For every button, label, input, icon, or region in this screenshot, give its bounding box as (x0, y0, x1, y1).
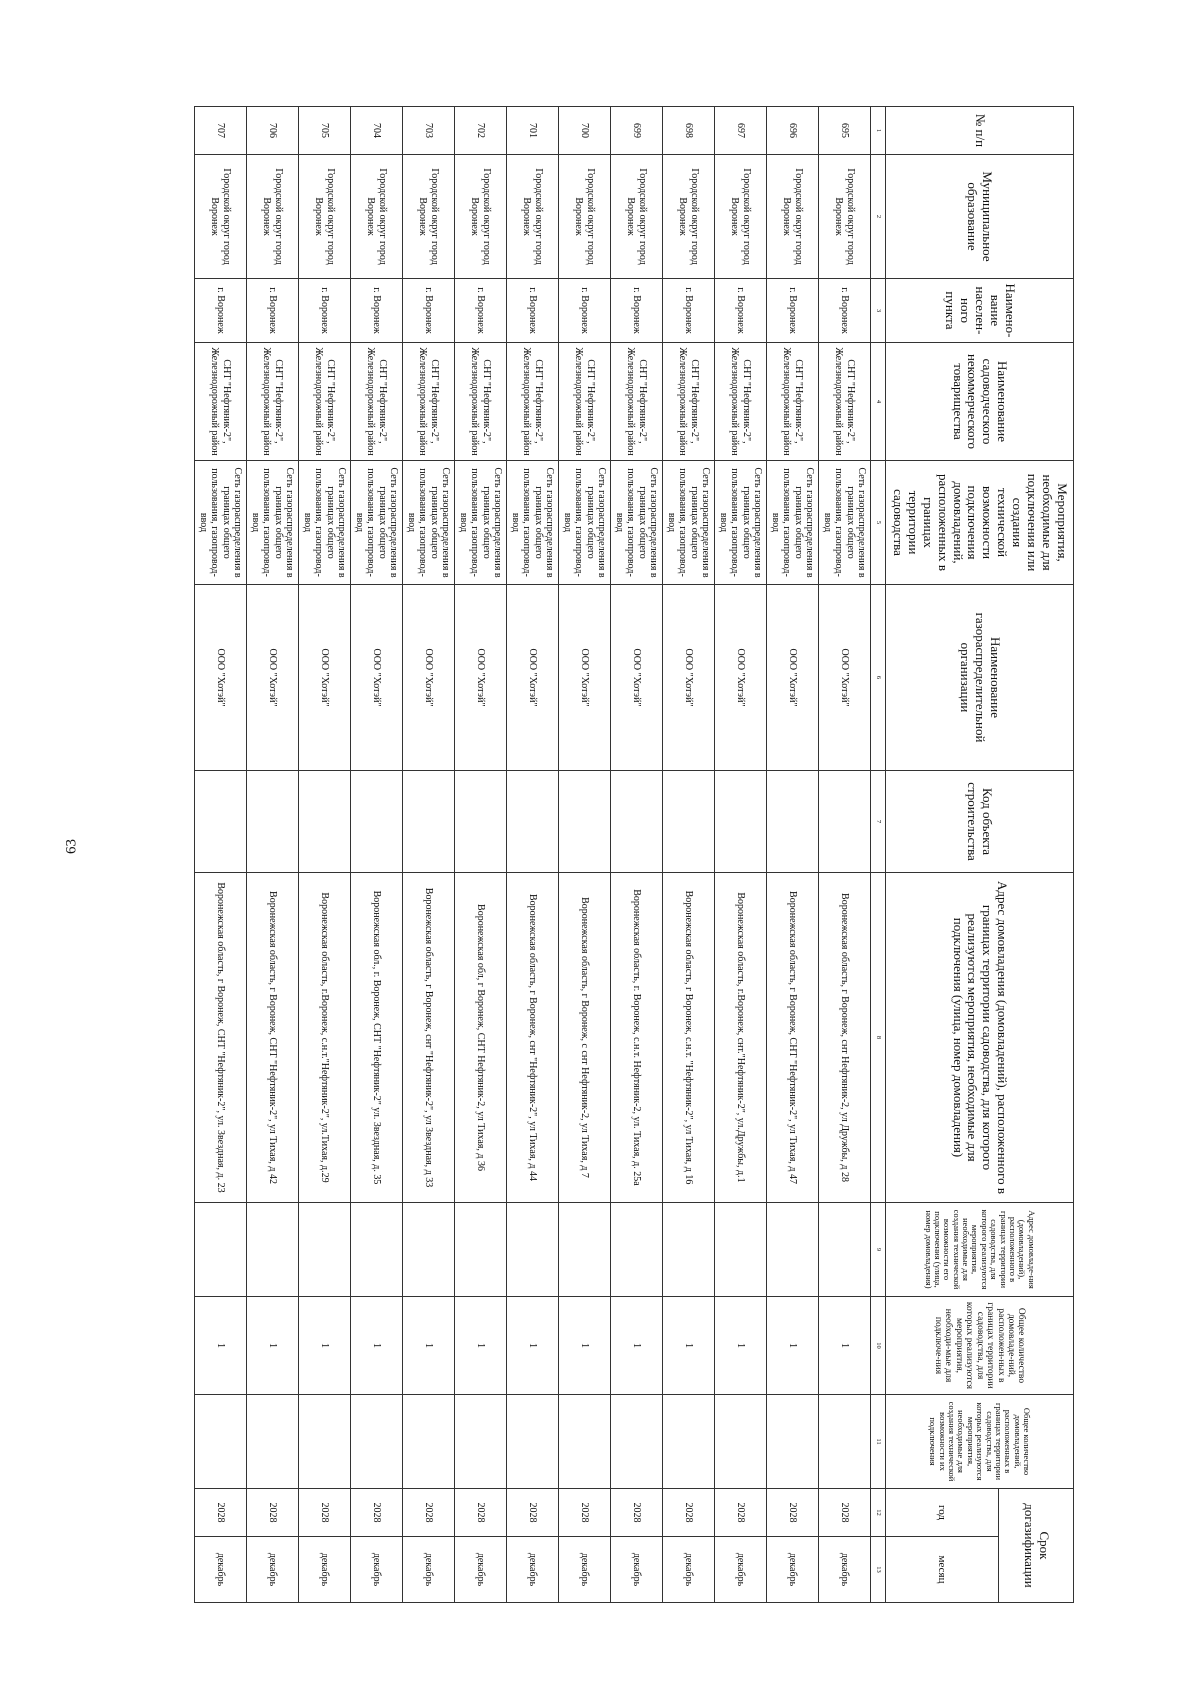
header-object-code: Код объекта строительства (886, 771, 1074, 873)
cell-activity: Сеть газораспределения в границах общего пользования, газопровод-ввод (195, 461, 247, 585)
cell-year: 2028 (247, 1489, 299, 1537)
header-count-tech: Общее количество домовладений, расположенных в границах территории садоводства, для которых реализуются мероприятия, необходимые для создания технической возможности их подключения (886, 1395, 1074, 1489)
cell-count: 1 (247, 1297, 299, 1395)
cell-count-tech (455, 1395, 507, 1489)
header-address: Адрес домовладения (домовладений), расположенного в границах территории садоводства, для которого реализуются мероприятия, необходимые для подключения (улица, номер домовладения) (886, 873, 1074, 1203)
gasification-table (194, 106, 1074, 1603)
table-row (299, 107, 351, 1603)
cell-snt: СНТ "Нефтяник-2", Железнодорожный район (403, 343, 455, 461)
cell-address-tech (403, 1203, 455, 1297)
cell-object-code (247, 771, 299, 873)
cell-address-tech (559, 1203, 611, 1297)
cell-row-number: 696 (767, 107, 819, 155)
header-year: год (886, 1489, 999, 1537)
cell-month: декабрь (403, 1537, 455, 1603)
cell-locality: г. Воронеж (507, 279, 559, 343)
column-number: 6 (871, 585, 886, 771)
header-row (999, 107, 1074, 1603)
cell-snt: СНТ "Нефтяник-2", Железнодорожный район (195, 343, 247, 461)
cell-object-code (767, 771, 819, 873)
cell-count-tech (299, 1395, 351, 1489)
table-row (611, 107, 663, 1603)
cell-address-tech (351, 1203, 403, 1297)
cell-row-number: 697 (715, 107, 767, 155)
cell-year: 2028 (819, 1489, 871, 1537)
cell-address: Воронежская обл., г. Воронеж, СНТ "Нефтяник-2" ул. Звездная, д. 35 (351, 873, 403, 1203)
cell-snt: СНТ "Нефтяник-2", Железнодорожный район (507, 343, 559, 461)
cell-address: Воронежская область, г Воронеж, снт "Нефтяник-2", ул Звездная, д 33 (403, 873, 455, 1203)
cell-address: Воронежская область, г Воронеж, СНТ "Нефтяник-2", ул Тихая, д 47 (767, 873, 819, 1203)
cell-activity: Сеть газораспределения в границах общего пользования, газопровод-ввод (767, 461, 819, 585)
cell-address-tech (715, 1203, 767, 1297)
cell-count-tech (715, 1395, 767, 1489)
cell-gas-organization: ООО "Хотэй" (455, 585, 507, 771)
table-row (351, 107, 403, 1603)
cell-count: 1 (507, 1297, 559, 1395)
cell-object-code (559, 771, 611, 873)
cell-count: 1 (403, 1297, 455, 1395)
cell-locality: г. Воронеж (195, 279, 247, 343)
column-number-row (871, 107, 886, 1603)
cell-snt: СНТ "Нефтяник-2", Железнодорожный район (299, 343, 351, 461)
cell-month: декабрь (247, 1537, 299, 1603)
cell-year: 2028 (351, 1489, 403, 1537)
cell-municipality: Городской округ город Воронеж (767, 155, 819, 279)
header-gas-organization: Наименование газораспределительной организации (886, 585, 1074, 771)
table-row (507, 107, 559, 1603)
cell-object-code (351, 771, 403, 873)
cell-row-number: 698 (663, 107, 715, 155)
cell-activity: Сеть газораспределения в границах общего пользования, газопровод-ввод (663, 461, 715, 585)
cell-count-tech (195, 1395, 247, 1489)
cell-address: Воронежская область, г.Воронеж, с.н.т."Нефтяник-2", ул.Тихая, д.29 (299, 873, 351, 1203)
cell-municipality: Городской округ город Воронеж (611, 155, 663, 279)
cell-row-number: 695 (819, 107, 871, 155)
column-number: 12 (871, 1489, 886, 1537)
cell-object-code (819, 771, 871, 873)
cell-snt: СНТ "Нефтяник-2", Железнодорожный район (247, 343, 299, 461)
cell-month: декабрь (715, 1537, 767, 1603)
cell-year: 2028 (715, 1489, 767, 1537)
table-row (819, 107, 871, 1603)
cell-address-tech (767, 1203, 819, 1297)
cell-gas-organization: ООО "Хотэй" (247, 585, 299, 771)
table-row (403, 107, 455, 1603)
cell-count: 1 (767, 1297, 819, 1395)
cell-row-number: 702 (455, 107, 507, 155)
cell-address: Воронежская область, г Воронеж, СНТ "Нефтяник-2", ул Тихая, д 42 (247, 873, 299, 1203)
cell-activity: Сеть газораспределения в границах общего пользования, газопровод-ввод (299, 461, 351, 585)
cell-count: 1 (663, 1297, 715, 1395)
cell-municipality: Городской округ город Воронеж (559, 155, 611, 279)
column-number: 3 (871, 279, 886, 343)
cell-locality: г. Воронеж (767, 279, 819, 343)
header-municipality: Муниципальное образование (886, 155, 1074, 279)
cell-address-tech (507, 1203, 559, 1297)
cell-locality: г. Воронеж (715, 279, 767, 343)
cell-object-code (611, 771, 663, 873)
table-row (247, 107, 299, 1603)
cell-row-number: 701 (507, 107, 559, 155)
column-number: 5 (871, 461, 886, 585)
table-row (663, 107, 715, 1603)
cell-object-code (715, 771, 767, 873)
cell-object-code (663, 771, 715, 873)
cell-count: 1 (611, 1297, 663, 1395)
cell-gas-organization: ООО "Хотэй" (767, 585, 819, 771)
cell-snt: СНТ "Нефтяник-2", Железнодорожный район (455, 343, 507, 461)
cell-gas-organization: ООО "Хотэй" (195, 585, 247, 771)
cell-count-tech (611, 1395, 663, 1489)
column-number: 7 (871, 771, 886, 873)
cell-count: 1 (559, 1297, 611, 1395)
cell-address-tech (455, 1203, 507, 1297)
cell-count: 1 (351, 1297, 403, 1395)
header-locality: Наимено-вание населен-ного пункта (886, 279, 1074, 343)
column-number: 2 (871, 155, 886, 279)
cell-month: декабрь (351, 1537, 403, 1603)
cell-municipality: Городской округ город Воронеж (403, 155, 455, 279)
cell-activity: Сеть газораспределения в границах общего пользования, газопровод-ввод (507, 461, 559, 585)
cell-year: 2028 (299, 1489, 351, 1537)
cell-gas-organization: ООО "Хотэй" (351, 585, 403, 771)
cell-activity: Сеть газораспределения в границах общего пользования, газопровод-ввод (247, 461, 299, 585)
cell-object-code (403, 771, 455, 873)
cell-municipality: Городской округ город Воронеж (507, 155, 559, 279)
cell-address-tech (247, 1203, 299, 1297)
cell-gas-organization: ООО "Хотэй" (715, 585, 767, 771)
cell-locality: г. Воронеж (559, 279, 611, 343)
cell-row-number: 700 (559, 107, 611, 155)
cell-locality: г. Воронеж (247, 279, 299, 343)
cell-year: 2028 (559, 1489, 611, 1537)
cell-year: 2028 (507, 1489, 559, 1537)
cell-year: 2028 (195, 1489, 247, 1537)
cell-municipality: Городской округ город Воронеж (715, 155, 767, 279)
cell-month: декабрь (767, 1537, 819, 1603)
header-address-tech: Адрес домовладе-ния (домовладений), расположенного в границах территории садоводства, для которого реализуются мероприятия, необходимые для создания технической возможности его подключения (улица, номер домовладения) (886, 1203, 1074, 1297)
cell-object-code (455, 771, 507, 873)
cell-locality: г. Воронеж (403, 279, 455, 343)
cell-address: Воронежская область, г Воронеж, СНТ "Нефтяник-2", ул. Звездная, д. 23 (195, 873, 247, 1203)
header-num: № п/п (886, 107, 1074, 155)
cell-row-number: 706 (247, 107, 299, 155)
cell-object-code (195, 771, 247, 873)
header-activities: Мероприятия, необходимые для подключения или создания технической возможности подключения домовладений, расположенных в границах территории садоводства (886, 461, 1074, 585)
cell-locality: г. Воронеж (455, 279, 507, 343)
cell-row-number: 705 (299, 107, 351, 155)
header-deadline: Срок догазификации (999, 1489, 1074, 1603)
cell-month: декабрь (611, 1537, 663, 1603)
cell-activity: Сеть газораспределения в границах общего пользования, газопровод-ввод (559, 461, 611, 585)
cell-gas-organization: ООО "Хотэй" (611, 585, 663, 771)
cell-count: 1 (819, 1297, 871, 1395)
cell-locality: г. Воронеж (299, 279, 351, 343)
cell-address-tech (819, 1203, 871, 1297)
cell-count-tech (403, 1395, 455, 1489)
column-number: 10 (871, 1297, 886, 1395)
cell-year: 2028 (767, 1489, 819, 1537)
cell-year: 2028 (455, 1489, 507, 1537)
cell-activity: Сеть газораспределения в границах общего пользования, газопровод-ввод (455, 461, 507, 585)
cell-gas-organization: ООО "Хотэй" (299, 585, 351, 771)
cell-gas-organization: ООО "Хотэй" (559, 585, 611, 771)
table-row (559, 107, 611, 1603)
column-number: 13 (871, 1537, 886, 1603)
cell-gas-organization: ООО "Хотэй" (663, 585, 715, 771)
page-number: 63 (63, 839, 80, 854)
cell-activity: Сеть газораспределения в границах общего пользования, газопровод-ввод (403, 461, 455, 585)
cell-activity: Сеть газораспределения в границах общего пользования, газопровод-ввод (715, 461, 767, 585)
header-snt: Наименование садоводческого некоммерческого товарищества (886, 343, 1074, 461)
cell-gas-organization: ООО "Хотэй" (403, 585, 455, 771)
cell-row-number: 703 (403, 107, 455, 155)
cell-count-tech (767, 1395, 819, 1489)
cell-activity: Сеть газораспределения в границах общего пользования, газопровод-ввод (351, 461, 403, 585)
column-number: 11 (871, 1395, 886, 1489)
cell-snt: СНТ "Нефтяник-2", Железнодорожный район (767, 343, 819, 461)
cell-locality: г. Воронеж (611, 279, 663, 343)
cell-address: Воронежская область, г.Воронеж, снт."Нефтяник-2", ул.Дружбы, д.1 (715, 873, 767, 1203)
cell-count-tech (663, 1395, 715, 1489)
cell-municipality: Городской округ город Воронеж (351, 155, 403, 279)
cell-municipality: Городской округ город Воронеж (299, 155, 351, 279)
cell-count-tech (247, 1395, 299, 1489)
cell-address-tech (663, 1203, 715, 1297)
cell-address: Воронежская область, г Воронеж, снт "Нефтяник-2", ул Тихая, д 44 (507, 873, 559, 1203)
cell-month: декабрь (507, 1537, 559, 1603)
header-count: Общее количество домовладе-ний, расположен-ных в границах территории садоводства, для которых реализуются мероприятия, необходи-мые для подключе-ния (886, 1297, 1074, 1395)
cell-year: 2028 (611, 1489, 663, 1537)
cell-municipality: Городской округ город Воронеж (195, 155, 247, 279)
cell-address: Воронежская область, г. Воронеж, с.н.т. Нефтяник-2, ул. Тихая, д. 25а (611, 873, 663, 1203)
cell-address: Воронежская область, г Воронеж, с снт Нефтяник-2, ул Тихая, д 7 (559, 873, 611, 1203)
cell-object-code (299, 771, 351, 873)
cell-snt: СНТ "Нефтяник-2", Железнодорожный район (663, 343, 715, 461)
cell-locality: г. Воронеж (663, 279, 715, 343)
cell-snt: СНТ "Нефтяник-2", Железнодорожный район (611, 343, 663, 461)
cell-month: декабрь (559, 1537, 611, 1603)
cell-row-number: 699 (611, 107, 663, 155)
cell-month: декабрь (819, 1537, 871, 1603)
cell-year: 2028 (663, 1489, 715, 1537)
cell-row-number: 707 (195, 107, 247, 155)
cell-count-tech (351, 1395, 403, 1489)
column-number: 1 (871, 107, 886, 155)
cell-count-tech (819, 1395, 871, 1489)
cell-month: декабрь (455, 1537, 507, 1603)
cell-snt: СНТ "Нефтяник-2", Железнодорожный район (559, 343, 611, 461)
table-row (455, 107, 507, 1603)
cell-count-tech (507, 1395, 559, 1489)
cell-year: 2028 (403, 1489, 455, 1537)
rotated-table-container (198, 106, 1074, 1602)
cell-gas-organization: ООО "Хотэй" (819, 585, 871, 771)
cell-snt: СНТ "Нефтяник-2", Железнодорожный район (351, 343, 403, 461)
cell-count: 1 (715, 1297, 767, 1395)
cell-municipality: Городской округ город Воронеж (663, 155, 715, 279)
cell-address-tech (299, 1203, 351, 1297)
cell-municipality: Городской округ город Воронеж (247, 155, 299, 279)
cell-activity: Сеть газораспределения в границах общего пользования, газопровод-ввод (611, 461, 663, 585)
cell-address-tech (611, 1203, 663, 1297)
table-row (195, 107, 247, 1603)
cell-municipality: Городской округ город Воронеж (819, 155, 871, 279)
cell-address: Воронежская область, г Воронеж, с.н.т. "Нефтяник-2", ул Тихая, д 16 (663, 873, 715, 1203)
header-month: месяц (886, 1537, 999, 1603)
cell-address-tech (195, 1203, 247, 1297)
cell-locality: г. Воронеж (819, 279, 871, 343)
cell-count: 1 (195, 1297, 247, 1395)
cell-count: 1 (455, 1297, 507, 1395)
cell-gas-organization: ООО "Хотэй" (507, 585, 559, 771)
cell-month: декабрь (195, 1537, 247, 1603)
cell-row-number: 704 (351, 107, 403, 155)
cell-month: декабрь (663, 1537, 715, 1603)
cell-snt: СНТ "Нефтяник-2", Железнодорожный район (715, 343, 767, 461)
column-number: 9 (871, 1203, 886, 1297)
cell-object-code (507, 771, 559, 873)
table-row (715, 107, 767, 1603)
column-number: 8 (871, 873, 886, 1203)
cell-locality: г. Воронеж (351, 279, 403, 343)
cell-count: 1 (299, 1297, 351, 1395)
cell-count-tech (559, 1395, 611, 1489)
table-row (767, 107, 819, 1603)
cell-address: Воронежская обл, г Воронеж, СНТ Нефтяник-2, ул Тихая, д 36 (455, 873, 507, 1203)
cell-month: декабрь (299, 1537, 351, 1603)
cell-activity: Сеть газораспределения в границах общего пользования, газопровод-ввод (819, 461, 871, 585)
cell-address: Воронежская область, г Воронеж, снт Нефтяник-2, ул Дружбы, д 28 (819, 873, 871, 1203)
column-number: 4 (871, 343, 886, 461)
cell-municipality: Городской округ город Воронеж (455, 155, 507, 279)
cell-snt: СНТ "Нефтяник-2", Железнодорожный район (819, 343, 871, 461)
